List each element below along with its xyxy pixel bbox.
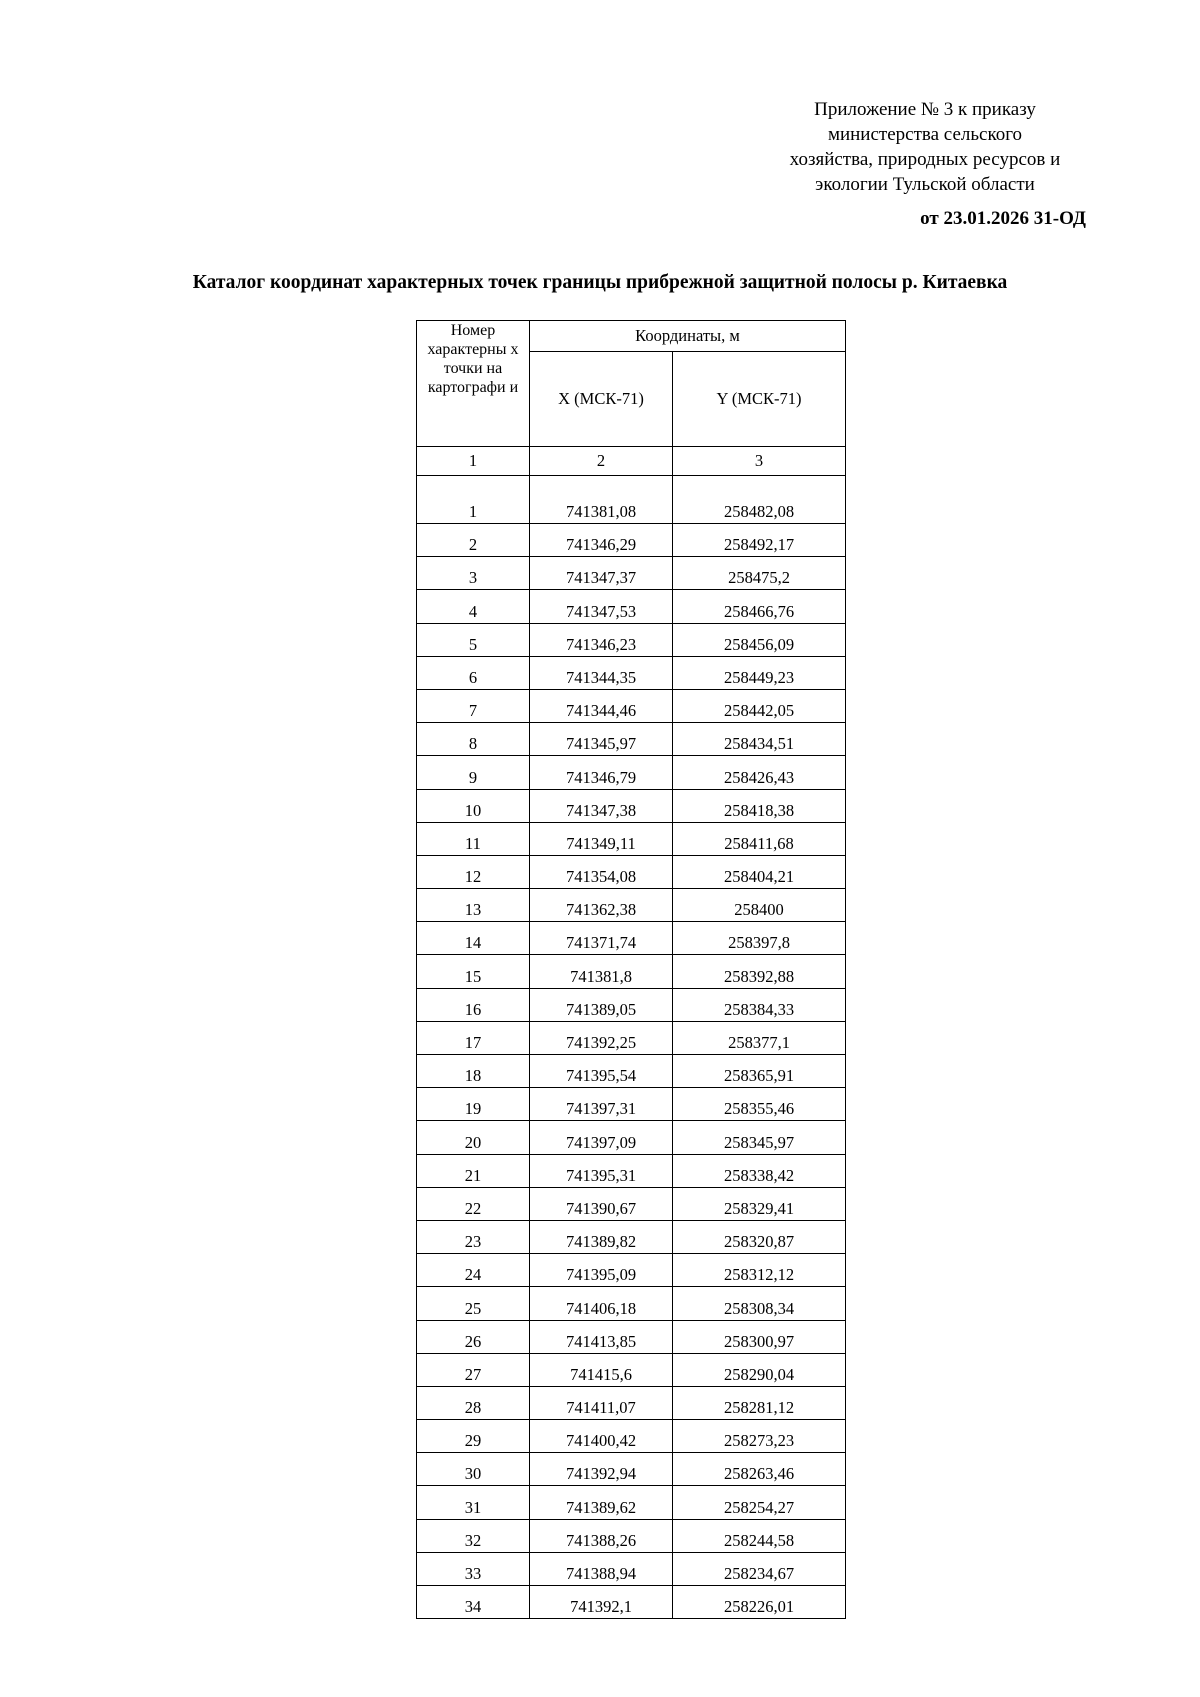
point-number-cell: 16 (417, 988, 530, 1021)
x-coordinate-cell: 741354,08 (530, 855, 673, 888)
y-coordinate-cell: 258418,38 (673, 789, 846, 822)
y-coordinate-cell: 258377,1 (673, 1021, 846, 1054)
document-title: Каталог координат характерных точек границы прибрежной защитной полосы р. Китаевка (192, 272, 1008, 293)
x-coordinate-cell: 741400,42 (530, 1420, 673, 1453)
point-number-cell: 23 (417, 1220, 530, 1253)
x-coordinate-cell: 741388,94 (530, 1552, 673, 1585)
y-coordinate-cell: 258290,04 (673, 1353, 846, 1386)
y-coordinate-cell: 258411,68 (673, 822, 846, 855)
point-number-cell: 28 (417, 1386, 530, 1419)
y-coordinate-cell: 258392,88 (673, 955, 846, 988)
table-row (417, 789, 846, 822)
y-coordinate-cell: 258234,67 (673, 1552, 846, 1585)
x-coordinate-cell: 741344,46 (530, 689, 673, 722)
x-coordinate-cell: 741397,09 (530, 1121, 673, 1154)
point-number-cell: 13 (417, 889, 530, 922)
x-coordinate-cell: 741390,67 (530, 1187, 673, 1220)
x-coordinate-cell: 741389,05 (530, 988, 673, 1021)
table-row (417, 955, 846, 988)
y-coordinate-cell: 258475,2 (673, 557, 846, 590)
header-point-number: Номер характерны х точки на картографи и (417, 321, 530, 447)
y-coordinate-cell: 258434,51 (673, 723, 846, 756)
point-number-cell: 14 (417, 922, 530, 955)
point-number-cell: 8 (417, 723, 530, 756)
x-coordinate-cell: 741397,31 (530, 1088, 673, 1121)
table-row (417, 1254, 846, 1287)
table-row (417, 1187, 846, 1220)
point-number-cell: 21 (417, 1154, 530, 1187)
y-coordinate-cell: 258244,58 (673, 1519, 846, 1552)
appendix-line: экологии Тульской области (815, 174, 1035, 195)
y-coordinate-cell: 258456,09 (673, 623, 846, 656)
column-number: 2 (530, 447, 673, 476)
y-coordinate-cell: 258449,23 (673, 656, 846, 689)
table-row (417, 1088, 846, 1121)
point-number-cell: 12 (417, 855, 530, 888)
x-coordinate-cell: 741347,53 (530, 590, 673, 623)
y-coordinate-cell: 258365,91 (673, 1055, 846, 1088)
x-coordinate-cell: 741346,23 (530, 623, 673, 656)
point-number-cell: 22 (417, 1187, 530, 1220)
y-coordinate-cell: 258308,34 (673, 1287, 846, 1320)
table-row (417, 855, 846, 888)
x-coordinate-cell: 741392,94 (530, 1453, 673, 1486)
table-row (417, 988, 846, 1021)
table-row (417, 557, 846, 590)
order-reference (760, 206, 1090, 231)
y-coordinate-cell: 258263,46 (673, 1453, 846, 1486)
point-number-cell: 4 (417, 590, 530, 623)
point-number-cell: 31 (417, 1486, 530, 1519)
table-row (417, 1287, 846, 1320)
column-number: 1 (417, 447, 530, 476)
table-row (417, 476, 846, 524)
point-number-cell: 25 (417, 1287, 530, 1320)
table-row (417, 1386, 846, 1419)
table-row (417, 756, 846, 789)
x-coordinate-cell: 741395,31 (530, 1154, 673, 1187)
order-reference-text: от 23.01.2026 31-ОД (920, 208, 1086, 229)
x-coordinate-cell: 741371,74 (530, 922, 673, 955)
y-coordinate-cell: 258426,43 (673, 756, 846, 789)
point-number-cell: 11 (417, 822, 530, 855)
x-coordinate-cell: 741344,35 (530, 656, 673, 689)
table-row (417, 1220, 846, 1253)
table-row (417, 1121, 846, 1154)
y-coordinate-cell: 258404,21 (673, 855, 846, 888)
table-body (417, 476, 846, 1619)
column-number: 3 (673, 447, 846, 476)
y-coordinate-cell: 258355,46 (673, 1088, 846, 1121)
point-number-cell: 19 (417, 1088, 530, 1121)
table-row (417, 1154, 846, 1187)
y-coordinate-cell: 258492,17 (673, 524, 846, 557)
x-coordinate-cell: 741413,85 (530, 1320, 673, 1353)
x-coordinate-cell: 741389,82 (530, 1220, 673, 1253)
point-number-cell: 20 (417, 1121, 530, 1154)
y-coordinate-cell: 258312,12 (673, 1254, 846, 1287)
appendix-line: Приложение № 3 к приказу (814, 99, 1036, 120)
point-number-cell: 29 (417, 1420, 530, 1453)
table-row (417, 1021, 846, 1054)
y-coordinate-cell: 258273,23 (673, 1420, 846, 1453)
x-coordinate-cell: 741346,29 (530, 524, 673, 557)
point-number-cell: 24 (417, 1254, 530, 1287)
x-coordinate-cell: 741362,38 (530, 889, 673, 922)
point-number-cell: 15 (417, 955, 530, 988)
table-row (417, 1552, 846, 1585)
point-number-cell: 27 (417, 1353, 530, 1386)
x-coordinate-cell: 741347,37 (530, 557, 673, 590)
point-number-cell: 32 (417, 1519, 530, 1552)
point-number-cell: 5 (417, 623, 530, 656)
table-row (417, 1055, 846, 1088)
table-row (417, 922, 846, 955)
y-coordinate-cell: 258254,27 (673, 1486, 846, 1519)
x-coordinate-cell: 741392,25 (530, 1021, 673, 1054)
header-x: X (МСК-71) (530, 352, 673, 447)
table-row (417, 689, 846, 722)
point-number-cell: 9 (417, 756, 530, 789)
point-number-cell: 6 (417, 656, 530, 689)
point-number-cell: 17 (417, 1021, 530, 1054)
x-coordinate-cell: 741347,38 (530, 789, 673, 822)
x-coordinate-cell: 741411,07 (530, 1386, 673, 1419)
table-row (417, 590, 846, 623)
y-coordinate-cell: 258345,97 (673, 1121, 846, 1154)
table-row (417, 723, 846, 756)
y-coordinate-cell: 258466,76 (673, 590, 846, 623)
point-number-cell: 10 (417, 789, 530, 822)
y-coordinate-cell: 258384,33 (673, 988, 846, 1021)
table-row (417, 1453, 846, 1486)
x-coordinate-cell: 741349,11 (530, 822, 673, 855)
table-row (417, 623, 846, 656)
point-number-cell: 2 (417, 524, 530, 557)
appendix-line: хозяйства, природных ресурсов и (789, 149, 1061, 170)
x-coordinate-cell: 741395,09 (530, 1254, 673, 1287)
x-coordinate-cell: 741346,79 (530, 756, 673, 789)
table-row (417, 524, 846, 557)
x-coordinate-cell: 741345,97 (530, 723, 673, 756)
coordinates-table (416, 320, 846, 1619)
point-number-cell: 7 (417, 689, 530, 722)
table-row (417, 822, 846, 855)
x-coordinate-cell: 741389,62 (530, 1486, 673, 1519)
x-coordinate-cell: 741381,8 (530, 955, 673, 988)
point-number-cell: 18 (417, 1055, 530, 1088)
x-coordinate-cell: 741406,18 (530, 1287, 673, 1320)
table-row (417, 1320, 846, 1353)
y-coordinate-cell: 258397,8 (673, 922, 846, 955)
table-row (417, 1486, 846, 1519)
y-coordinate-cell: 258281,12 (673, 1386, 846, 1419)
table-row (417, 889, 846, 922)
point-number-cell: 33 (417, 1552, 530, 1585)
table-row (417, 1420, 846, 1453)
y-coordinate-cell: 258400 (673, 889, 846, 922)
table-row (417, 1519, 846, 1552)
x-coordinate-cell: 741392,1 (530, 1586, 673, 1619)
point-number-cell: 30 (417, 1453, 530, 1486)
header-coordinates: Координаты, м (530, 321, 846, 352)
y-coordinate-cell: 258329,41 (673, 1187, 846, 1220)
x-coordinate-cell: 741415,6 (530, 1353, 673, 1386)
point-number-cell: 3 (417, 557, 530, 590)
appendix-line: министерства сельского (827, 124, 1023, 145)
table-row (417, 1353, 846, 1386)
y-coordinate-cell: 258300,97 (673, 1320, 846, 1353)
y-coordinate-cell: 258338,42 (673, 1154, 846, 1187)
y-coordinate-cell: 258482,08 (673, 476, 846, 524)
x-coordinate-cell: 741388,26 (530, 1519, 673, 1552)
x-coordinate-cell: 741395,54 (530, 1055, 673, 1088)
point-number-cell: 26 (417, 1320, 530, 1353)
appendix-header (760, 97, 1090, 197)
table-row (417, 1586, 846, 1619)
point-number-cell: 1 (417, 476, 530, 524)
x-coordinate-cell: 741381,08 (530, 476, 673, 524)
y-coordinate-cell: 258442,05 (673, 689, 846, 722)
header-y: Y (МСК-71) (673, 352, 846, 447)
table-row (417, 656, 846, 689)
point-number-cell: 34 (417, 1586, 530, 1619)
y-coordinate-cell: 258320,87 (673, 1220, 846, 1253)
y-coordinate-cell: 258226,01 (673, 1586, 846, 1619)
